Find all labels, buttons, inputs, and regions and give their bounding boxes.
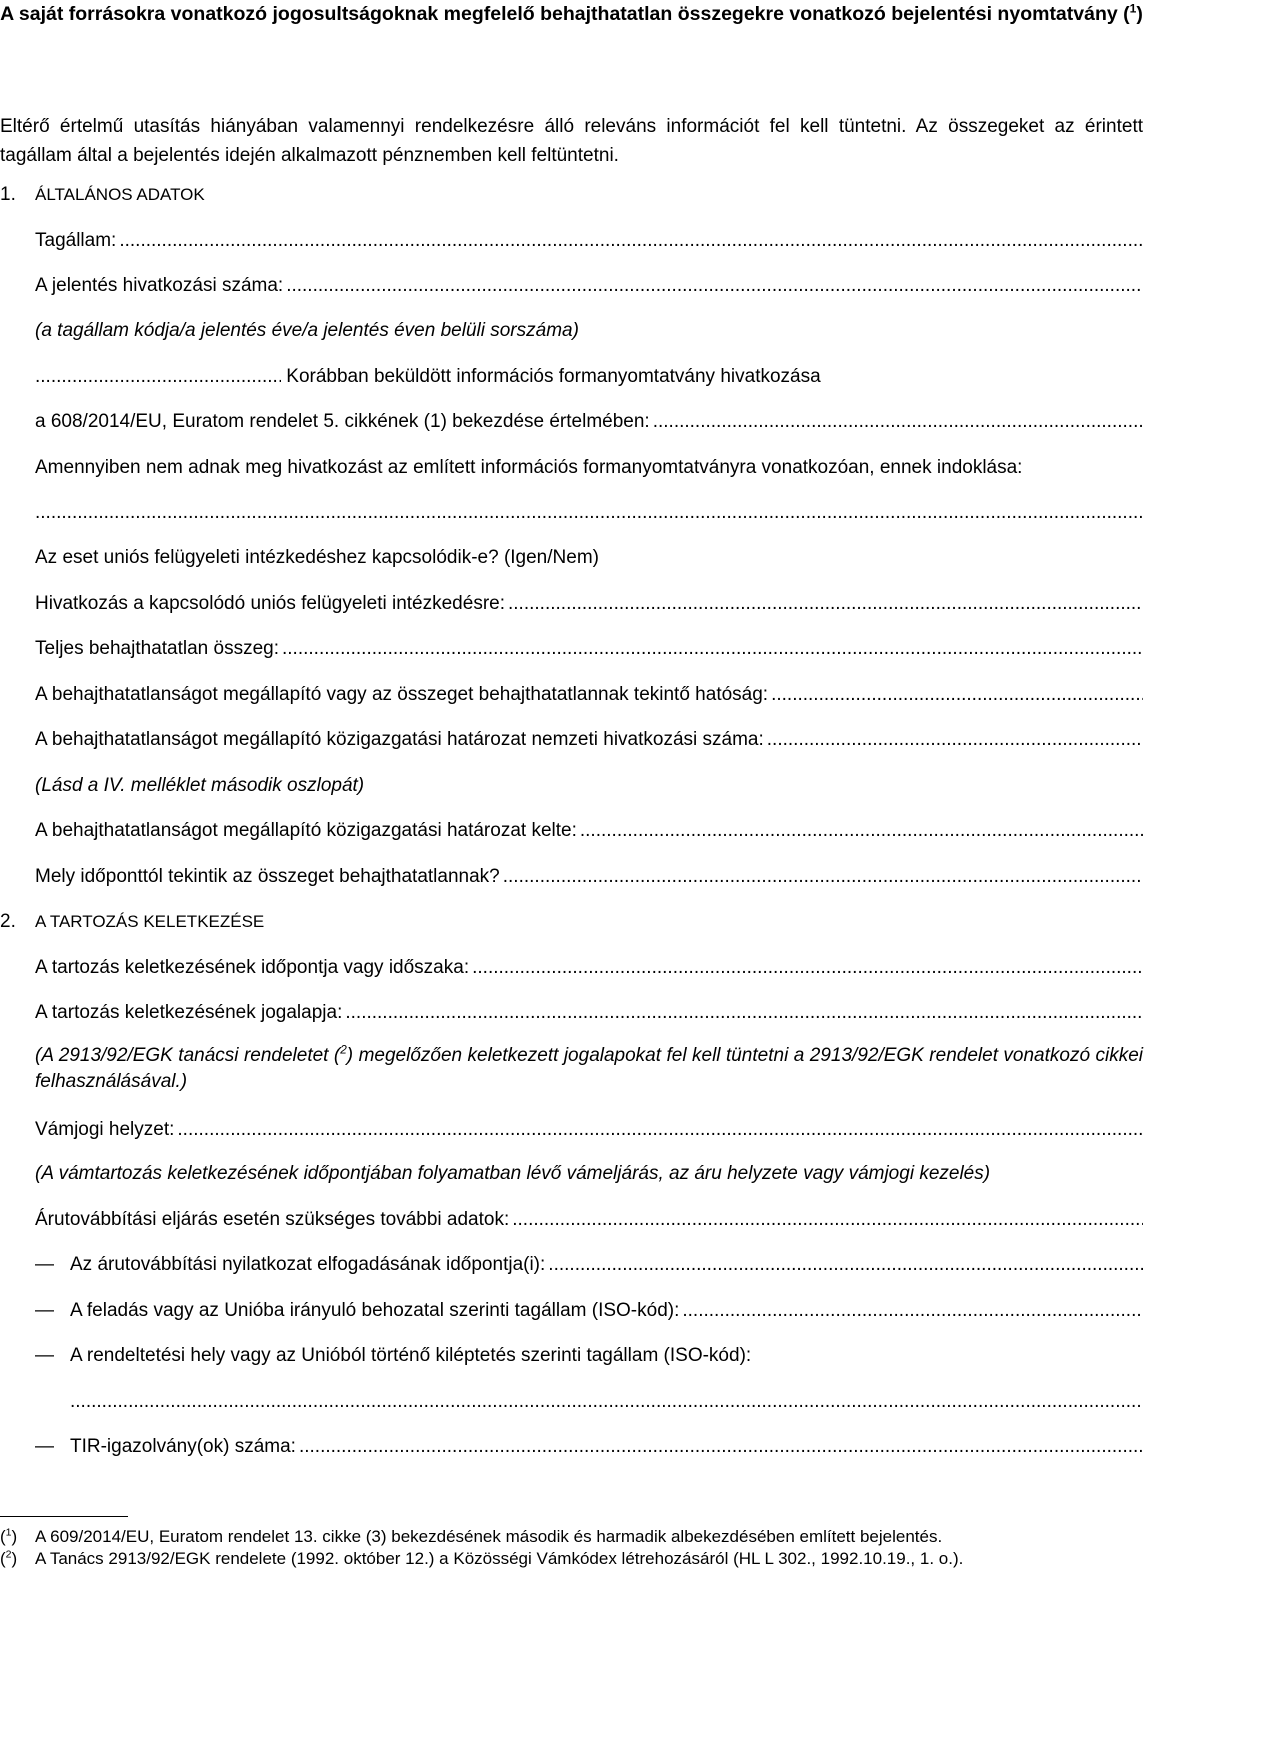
section-2-title: A TARTOZÁS KELETKEZÉSE [35,912,265,931]
transit-data-label: Árutovábbítási eljárás esetén szükséges további adatok: [35,1209,510,1230]
transit-date-field[interactable] [70,1252,1143,1278]
customs-status-note: (A vámtartozás keletkezésének időpontjában folyamatban lévő vámeljárás, az áru helyzete vagy vámjogi kezelés) [35,1163,991,1184]
customs-status-field[interactable] [35,1117,1143,1143]
no-ref-reason-label: Amennyiben nem adnak meg hivatkozást az említett információs formanyomtatványra vonatkozóan, ennek indoklása: [35,457,1023,478]
fill-line [345,1000,1143,1026]
tir-number-field[interactable] [70,1434,1143,1460]
transit-data-field[interactable] [35,1207,1143,1233]
fill-line [653,409,1143,435]
fill-line [472,955,1143,981]
regulation-ref-label: a 608/2014/EU, Euratom rendelet 5. cikkének (1) bekezdése értelmében: [35,411,650,432]
dash-marker: — [35,1300,54,1321]
transit-date-label: Az árutovábbítási nyilatkozat elfogadásának időpontja(i): [70,1254,546,1275]
footnote-1-marker: ($^1$) [0,1526,18,1546]
section-1-title: ÁLTALÁNOS ADATOK [35,185,205,204]
fill-line [580,818,1143,844]
title-footnote-ref: ($^1$) [1123,1,1143,25]
authority-label: A behajthatatlanságot megállapító vagy az összeget behajthatatlannak tekintő hatóság: [35,684,769,705]
fill-line [286,273,1143,299]
footnote-1-text: A 609/2014/EU, Euratom rendelet 13. cikke (3) bekezdésének második és harmadik albekezdésében említett bejelentés. [35,1527,943,1546]
fill-line [503,864,1143,890]
fill-line [512,1207,1143,1233]
footnote-2-marker: ($^2$) [0,1548,18,1568]
decision-ref-field[interactable] [35,727,1143,753]
prev-form-ref-label: Korábban beküldött információs formanyomtatvány hivatkozása [286,366,821,387]
title-text: A saját forrásokra vonatkozó jogosultságoknak megfelelő behajthatatlan összegekre vonatkozó bejelentési nyomtatvány [0,3,1118,25]
decision-date-label: A behajthatatlanságot megállapító közigazgatási határozat kelte: [35,820,577,841]
since-when-field[interactable] [35,864,1143,890]
fill-line [119,228,1143,254]
destination-state-field[interactable] [70,1389,1143,1415]
debt-date-period-label: A tartozás keletkezésének időpontja vagy időszaka: [35,957,470,978]
fill-line [177,1117,1143,1143]
decision-ref-label: A behajthatatlanságot megállapító közigazgatási határozat nemzeti hivatkozási száma: [35,729,764,750]
no-ref-reason-field[interactable] [35,500,1143,526]
dash-marker: — [35,1436,54,1457]
member-state-label: Tagállam: [35,230,117,251]
customs-status-label: Vámjogi helyzet: [35,1119,175,1140]
footnote-1 [0,1526,1143,1548]
fill-line [767,727,1143,753]
total-amount-field[interactable] [35,636,1143,662]
intro-paragraph: Eltérő értelmű utasítás hiányában valamennyi rendelkezésre álló releváns információt fel kell tüntetni. Az összegeket az érintett tagállam által a bejelentés idején alkalmazott pénznemben kell feltüntetni. [0,116,1143,166]
decision-date-field[interactable] [35,818,1143,844]
report-ref-note: (a tagállam kódja/a jelentés éve/a jelentés éven belüli sorszáma) [35,320,579,341]
section-1-heading [0,183,205,207]
fill-line [548,1252,1143,1278]
fill-line [771,682,1143,708]
total-amount-label: Teljes behajthatatlan összeg: [35,638,279,659]
prev-form-ref-row [35,364,1143,390]
fill-line [282,636,1143,662]
fill-line [70,1389,1143,1415]
footnote-2 [0,1548,1143,1570]
report-ref-field[interactable] [35,273,1143,299]
document-title [0,2,1143,27]
footnote-2-text: A Tanács 2913/92/EGK rendelete (1992. október 12.) a Közösségi Vámkódex létrehozásáról (HL L 302., 1992.10.19., 1. o.). [35,1549,964,1568]
dash-marker: — [35,1254,54,1275]
section-2-heading [0,910,264,934]
dispatch-state-label: A feladás vagy az Unióba irányuló behozatal szerinti tagállam (ISO-kód): [70,1300,680,1321]
fill-line [35,500,1143,526]
fill-line [299,1434,1143,1460]
since-when-label: Mely időponttól tekintik az összeget behajthatatlannak? [35,866,500,887]
destination-state-label: A rendeltetési hely vagy az Unióból történő kiléptetés szerinti tagállam (ISO-kód): [70,1345,752,1366]
report-ref-label: A jelentés hivatkozási száma: [35,275,284,296]
section-2-number: 2. [0,911,16,932]
fill-line [508,591,1143,617]
tir-number-label: TIR-igazolvány(ok) száma: [70,1436,296,1457]
footnote-separator [0,1516,128,1517]
debt-date-period-field[interactable] [35,955,1143,981]
member-state-field[interactable] [35,228,1143,254]
annex-note: (Lásd a IV. melléklet második oszlopát) [35,775,365,796]
prev-form-ref-fill-line[interactable] [35,364,281,390]
legal-basis-note: (A 2913/92/EGK tanácsi rendeletet ($^2$) megelőzően keletkezett jogalapokat fel kell tüntetni a 2913/92/EGK rendelet vonatkozó cikkei felhasználásával.) [35,1043,1144,1092]
footnote-2-ref: 2 [340,1043,347,1057]
regulation-ref-field[interactable] [35,409,1143,435]
eu-control-ref-field[interactable] [35,591,1143,617]
eu-control-ref-label: Hivatkozás a kapcsolódó uniós felügyeleti intézkedésre: [35,593,505,614]
eu-control-question: Az eset uniós felügyeleti intézkedéshez kapcsolódik-e? (Igen/Nem) [35,547,599,568]
authority-field[interactable] [35,682,1143,708]
dispatch-state-field[interactable] [70,1298,1143,1324]
section-1-number: 1. [0,184,16,205]
dash-marker: — [35,1345,54,1366]
fill-line [682,1298,1143,1324]
legal-basis-field[interactable] [35,1000,1143,1026]
legal-basis-label: A tartozás keletkezésének jogalapja: [35,1002,343,1023]
